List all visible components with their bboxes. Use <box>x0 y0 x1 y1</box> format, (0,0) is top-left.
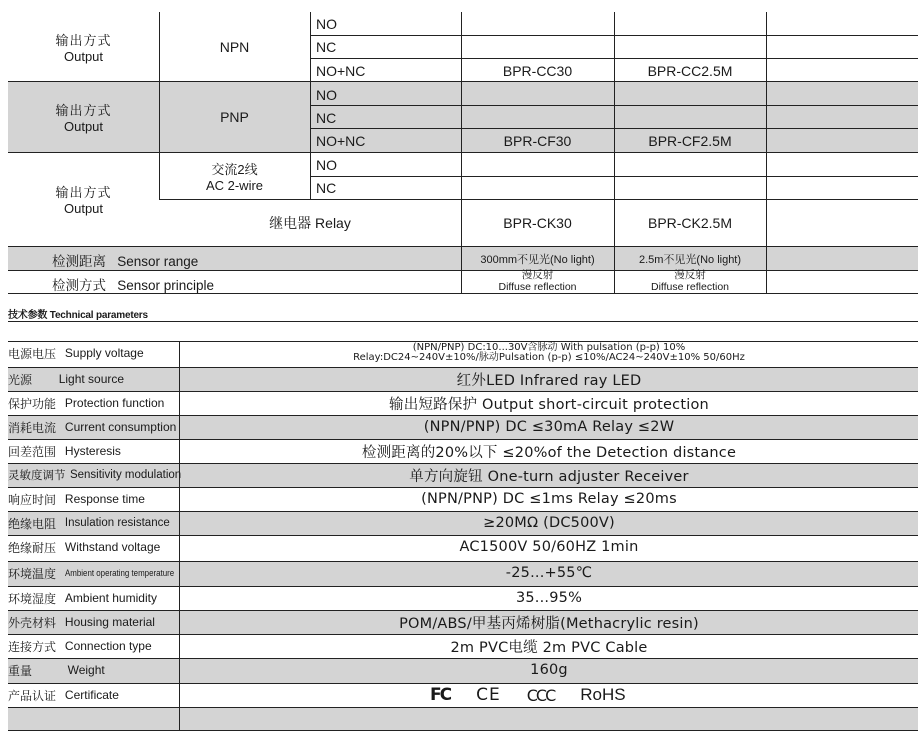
ac-type: 交流2线 AC 2-wire <box>205 161 264 193</box>
protection-value: 输出短路保护 Output short-circuit protection <box>389 396 709 413</box>
row-rule <box>8 730 918 731</box>
param-row-light-source: 光源 Light source <box>8 372 125 387</box>
hysteresis-value: 检测距离的20%以下 ≤20%of the Detection distance <box>361 444 737 461</box>
pnp-model-30: BPR-CF30 <box>503 132 572 149</box>
sensor-principle-label: 检测方式 Sensor principle <box>52 278 215 293</box>
fc-mark-icon: FC <box>430 685 451 705</box>
ac-model-25m: BPR-CK2.5M <box>647 214 733 231</box>
param-row-response-time: 响应时间 Response time <box>8 492 145 507</box>
sensor-principle-30: 漫反射 Diffuse reflection <box>498 269 577 293</box>
withstand-value: AC1500V 50/60HZ 1min <box>459 539 639 555</box>
npn-type: NPN <box>219 39 250 55</box>
npn-model-30: BPR-CC30 <box>502 62 573 79</box>
response-time-value: (NPN/PNP) DC ≤1ms Relay ≤20ms <box>421 491 677 507</box>
param-row-withstand: 绝缘耐压 Withstand voltage <box>8 540 161 555</box>
param-row-insulation: 绝缘电阻 Insulation resistance <box>8 516 170 531</box>
ambient-temp-value: -25...+55℃ <box>505 565 593 581</box>
param-row-current: 消耗电流 Current consumption <box>8 420 177 435</box>
param-row-humidity: 环境湿度 Ambient humidity <box>8 591 157 606</box>
param-row-supply-voltage: 电源电压 Supply voltage <box>8 346 144 361</box>
current-value: (NPN/PNP) DC ≤30mA Relay ≤2W <box>423 419 675 435</box>
param-row-hysteresis: 回差范围 Hysteresis <box>8 444 121 459</box>
param-row-connection: 连接方式 Connection type <box>8 639 152 654</box>
param-row-protection: 保护功能 Protection function <box>8 396 165 411</box>
npn-model-25m: BPR-CC2.5M <box>647 62 733 79</box>
tech-title: 技术参数 Technical parameters <box>8 310 148 321</box>
param-row-housing: 外壳材料 Housing material <box>8 615 155 630</box>
row-rule <box>8 707 918 708</box>
sensor-range-label: 检测距离 Sensor range <box>52 254 199 269</box>
sensitivity-value: 单方向旋钮 One-turn adjuster Receiver <box>409 468 689 485</box>
insulation-value: ≥20MΩ (DC500V) <box>483 515 615 531</box>
ac-output-label: 输出方式 Output <box>55 185 112 216</box>
sensor-range-30: 300mm不见光(No light) <box>480 253 595 266</box>
param-row-sensitivity: 灵敏度调节 Sensitivity modulation <box>8 469 182 482</box>
param-row-certificate: 产品认证 Certificate <box>8 688 119 703</box>
npn-output-label: 输出方式 Output <box>55 33 112 64</box>
pnp-mode-no-nc: NO+NC <box>316 133 366 149</box>
rohs-mark-icon: RoHS <box>580 685 626 704</box>
ac-mode-nc: NC <box>316 180 337 196</box>
pnp-mode-nc: NC <box>316 110 337 126</box>
housing-value: POM/ABS/甲基丙烯树脂(Methacrylic resin) <box>399 615 699 632</box>
ce-mark-icon: CE <box>476 685 501 705</box>
pnp-type: PNP <box>220 109 249 125</box>
connection-value: 2m PVC电缆 2m PVC Cable <box>450 639 648 656</box>
param-row-weight: 重量 Weight <box>8 663 105 678</box>
npn-mode-nc: NC <box>316 39 337 55</box>
sensor-principle-25m: 漫反射 Diffuse reflection <box>650 269 729 293</box>
pnp-model-25m: BPR-CF2.5M <box>648 132 732 149</box>
npn-mode-no-nc: NO+NC <box>316 63 366 79</box>
pnp-mode-no: NO <box>316 87 337 103</box>
ac-relay: 继电器 Relay <box>269 214 351 231</box>
ac-model-30: BPR-CK30 <box>503 214 572 231</box>
light-source-value: 红外LED Infrared ray LED <box>456 372 642 389</box>
pnp-output-label: 输出方式 Output <box>55 103 112 134</box>
humidity-value: 35...95% <box>515 590 583 606</box>
supply-voltage-value: (NPN/PNP) DC:10...30V含脉动 With pulsation (p-p) 10% Relay:DC24~240V±10%/脉动Pulsation (p-p) ≤10%/AC24~240V±10% 50/60Hz <box>353 342 745 363</box>
param-row-ambient-temp: 环境温度 Ambient operating temperature <box>8 566 175 581</box>
npn-mode-no: NO <box>316 16 337 32</box>
ac-mode-no: NO <box>316 157 337 173</box>
param-row-band <box>8 707 918 730</box>
ccc-mark-icon: CCC <box>526 685 555 705</box>
weight-value: 160g <box>530 662 568 678</box>
sensor-range-25m: 2.5m不见光(No light) <box>638 253 742 266</box>
certificate-marks <box>430 683 626 707</box>
